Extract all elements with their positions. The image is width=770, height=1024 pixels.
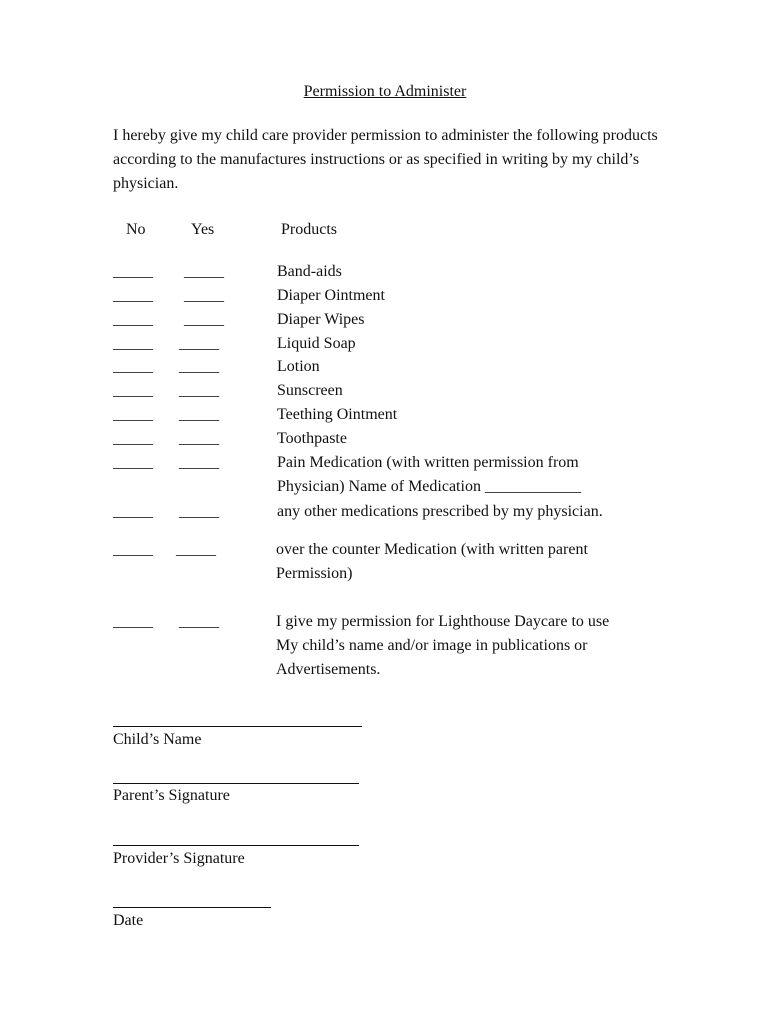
- yes-blank-prescribed-medications[interactable]: _____: [179, 503, 219, 520]
- date-line[interactable]: [113, 907, 271, 908]
- no-blank-pain-medication[interactable]: _____: [113, 454, 153, 471]
- yes-blank-band-aids[interactable]: _____: [184, 263, 224, 280]
- product-sunscreen: Sunscreen: [277, 382, 343, 399]
- yes-blank-lotion[interactable]: _____: [179, 358, 219, 375]
- provider-signature-label: Provider’s Signature: [113, 850, 245, 867]
- no-blank-toothpaste[interactable]: _____: [113, 430, 153, 447]
- product-diaper-ointment: Diaper Ointment: [277, 287, 385, 304]
- product-liquid-soap: Liquid Soap: [277, 335, 356, 352]
- no-blank-diaper-ointment[interactable]: _____: [113, 287, 153, 304]
- product-pain-medication-name: Physician) Name of Medication ____________: [277, 478, 581, 495]
- no-blank-prescribed-medications[interactable]: _____: [113, 503, 153, 520]
- yes-blank-liquid-soap[interactable]: _____: [179, 335, 219, 352]
- image-permission-line2: My child’s name and/or image in publications or: [276, 637, 588, 654]
- form-title: Permission to Administer: [303, 83, 467, 100]
- yes-blank-pain-medication[interactable]: _____: [179, 454, 219, 471]
- product-prescribed-medications: any other medications prescribed by my physician.: [277, 503, 603, 520]
- product-teething-ointment: Teething Ointment: [277, 406, 398, 423]
- product-diaper-wipes: Diaper Wipes: [277, 311, 365, 328]
- child-name-line[interactable]: [113, 726, 362, 727]
- parent-signature-label: Parent’s Signature: [113, 787, 230, 804]
- no-blank-image-permission[interactable]: _____: [113, 613, 153, 630]
- no-blank-liquid-soap[interactable]: _____: [113, 335, 153, 352]
- no-blank-otc-medication[interactable]: _____: [113, 541, 153, 558]
- yes-blank-sunscreen[interactable]: _____: [179, 382, 219, 399]
- product-band-aids: Band-aids: [277, 263, 342, 280]
- date-label: Date: [113, 912, 144, 929]
- yes-blank-otc-medication[interactable]: _____: [176, 541, 216, 558]
- no-blank-band-aids[interactable]: _____: [113, 263, 153, 280]
- image-permission-line3: Advertisements.: [276, 661, 381, 678]
- column-header-products: Products: [281, 221, 337, 238]
- no-blank-lotion[interactable]: _____: [113, 358, 153, 375]
- product-lotion: Lotion: [277, 358, 320, 375]
- parent-signature-line[interactable]: [113, 783, 359, 784]
- no-blank-diaper-wipes[interactable]: _____: [113, 311, 153, 328]
- no-blank-teething-ointment[interactable]: _____: [113, 406, 153, 423]
- child-name-label: Child’s Name: [113, 731, 202, 748]
- product-otc-medication: over the counter Medication (with written parent: [276, 541, 588, 558]
- column-header-no: No: [126, 221, 146, 238]
- yes-blank-toothpaste[interactable]: _____: [179, 430, 219, 447]
- intro-paragraph: I hereby give my child care provider permission to administer the following products according to the manufactures instructions or as specified in writing by my child’s physician.: [113, 127, 658, 192]
- product-toothpaste: Toothpaste: [277, 430, 347, 447]
- column-header-yes: Yes: [191, 221, 215, 238]
- no-blank-sunscreen[interactable]: _____: [113, 382, 153, 399]
- yes-blank-image-permission[interactable]: _____: [179, 613, 219, 630]
- product-pain-medication: Pain Medication (with written permission from: [277, 454, 579, 471]
- image-permission-line1: I give my permission for Lighthouse Daycare to use: [276, 613, 610, 630]
- yes-blank-teething-ointment[interactable]: _____: [179, 406, 219, 423]
- provider-signature-line[interactable]: [113, 845, 359, 846]
- yes-blank-diaper-wipes[interactable]: _____: [184, 311, 224, 328]
- product-otc-medication-cont: Permission): [276, 565, 353, 582]
- yes-blank-diaper-ointment[interactable]: _____: [184, 287, 224, 304]
